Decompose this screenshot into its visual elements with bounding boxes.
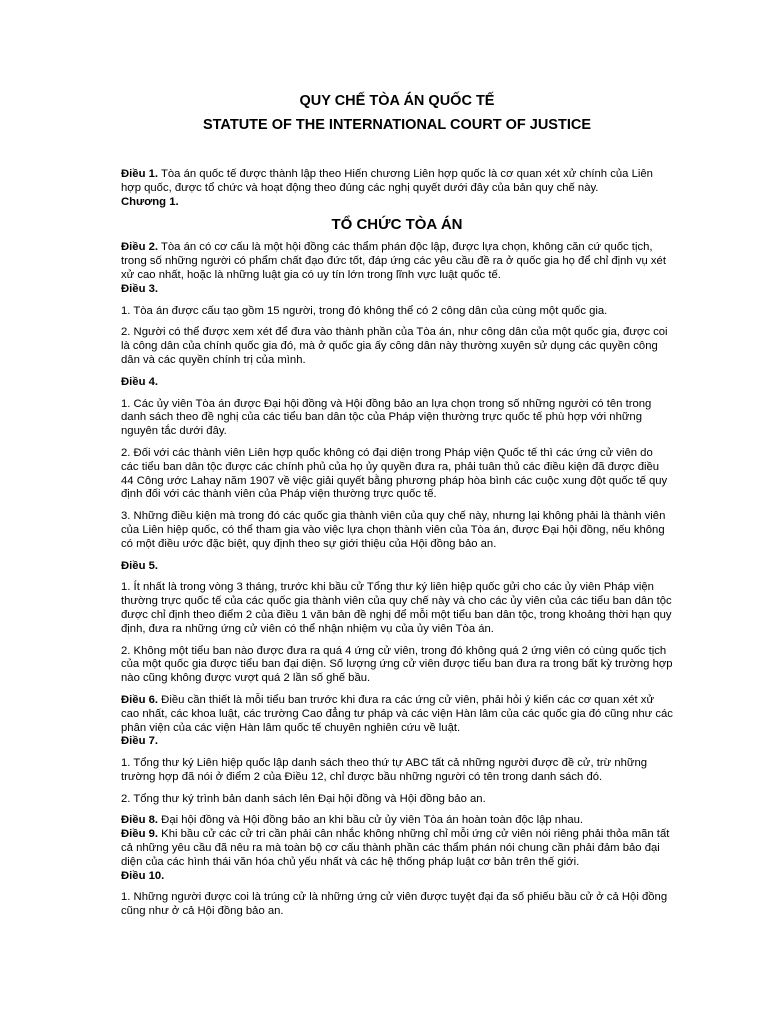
article-10-label: Điều 10. — [121, 869, 165, 882]
article-1-text: Tòa án quốc tế được thành lập theo Hiến chương Liên hợp quốc là cơ quan xét xử chính của Liên hợp quốc, được tổ chức và hoạt động theo đúng các nghị quyết dưới đây của bản quy chế này. — [121, 168, 653, 194]
article-6-paragraph — [121, 694, 673, 735]
articles-8-9 — [121, 814, 673, 883]
article-1-paragraph — [121, 168, 673, 196]
article-8-label: Điều 8. — [121, 814, 159, 827]
article-9-paragraph — [121, 828, 673, 869]
article-10-paragraph-1: 1. Những người được coi là trúng cử là những ứng cử viên được tuyệt đại đa số phiếu bầu cử ở cả Hội đồng cũng như ở cả Hội đồng bảo an. — [121, 891, 668, 918]
article-1-label: Điều 1. — [121, 168, 159, 180]
article-7-paragraph-2: 2. Tổng thư ký trình bản danh sách lên Đại hội đồng và Hội đồng bảo an. — [121, 792, 486, 805]
article-5-label: Điều 5. — [121, 559, 159, 572]
article-2 — [121, 241, 673, 296]
article-4-label: Điều 4. — [121, 375, 159, 388]
article-6-text: Điều cần thiết là mỗi tiểu ban trước khi đưa ra các ứng cử viên, phải hỏi ý kiến các cơ quan xét xử cao nhất, các khoa luật, các trường Cao đẳng tư pháp và các viện Hàn lâm của các quốc gia đó cũng như các phân viện của các viện Hàn lâm quốc tế chuyên nghiên cứu về luật. — [121, 693, 673, 734]
article-2-label: Điều 2. — [121, 241, 159, 254]
article-2-paragraph — [121, 241, 673, 282]
article-6-label: Điều 6. — [121, 693, 159, 706]
article-4-paragraph-1: 1. Các ủy viên Tòa án được Đại hội đồng và Hội đồng bảo an lựa chọn trong số những người có tên trong danh sách theo đề nghị của các tiểu ban dân tộc của Pháp viện thường trực quốc tế phù hợp với những nguyên tắc dưới đây. — [121, 397, 652, 438]
article-4-paragraph-3: 3. Những điều kiện mà trong đó các quốc gia thành viên của quy chế này, nhưng lại không phải là thành viên của Liên hiệp quốc, có thể tham gia vào việc lựa chọn thành viên của Tòa án, được Đại hội đồng, nếu không có một điều ước đặc biệt, quy định theo sự giới thiệu của Hội đồng bảo an. — [121, 510, 666, 550]
article-7-label: Điều 7. — [121, 735, 159, 748]
document-title-english: STATUTE OF THE INTERNATIONAL COURT OF JUSTICE — [202, 117, 591, 133]
article-2-text: Tòa án có cơ cấu là một hội đồng các thẩm phán độc lập, được lựa chọn, không căn cứ quốc tịch, trong số những người có phẩm chất đạo đức tốt, đáp ứng các yêu cầu đề ra ở quốc gia họ để chỉ định vụ xét xử cao nhất, hoặc là những luật gia có uy tín lớn trong lĩnh vực luật quốc tế. — [121, 241, 666, 281]
article-9-text: Khi bầu cử các cử tri cần phải cân nhắc không những chỉ mỗi ứng cử viên nói riêng phải thỏa mãn tất cả những yêu cầu đã nêu ra mà toàn bộ cơ cấu thành phần các thẩm phán nói chung cần phải đảm bảo đại diện của các hình thái văn hóa chủ yếu nhất và các hệ thống pháp luật cơ bản trên thế giới. — [121, 828, 670, 868]
article-3-paragraph-2: 2. Người có thể được xem xét để đưa vào thành phần của Tòa án, như công dân của một quốc gia, được coi là công dân của chính quốc gia đó, mà ở quốc gia ấy công dân này thường xuyên sử dụng các quyền công dân và các quyền chính trị của mình. — [121, 326, 668, 366]
chapter-1-label: Chương 1. — [121, 195, 179, 208]
document-title-vietnamese: QUY CHẾ TÒA ÁN QUỐC TẾ — [299, 93, 495, 109]
article-9-label: Điều 9. — [121, 828, 159, 841]
article-5-paragraph-1: 1. Ít nhất là trong vòng 3 tháng, trước khi bầu cử Tổng thư ký liên hiệp quốc gửi cho các ủy viên Pháp viện thường trực quốc tế của các quốc gia thành viên của quy chế này và cho các ủy viên của các tiểu ban dân tộc được chỉ định theo điểm 2 của điều 1 văn bản đề nghị để mỗi một tiểu ban dân tộc, trong khoảng thời hạn quy định, đưa ra những ứng cử viên có thể nhận nhiệm vụ của ủy viên Tòa án. — [121, 581, 672, 635]
article-3-paragraph-1: 1. Tòa án được cấu tạo gồm 15 người, trong đó không thể có 2 công dân của cùng một quốc gia. — [121, 304, 608, 317]
article-8-paragraph — [121, 814, 673, 828]
article-8-text: Đại hội đồng và Hội đồng bảo an khi bầu cử ủy viên Tòa án hoàn toàn độc lập nhau. — [158, 814, 584, 827]
article-6 — [121, 694, 673, 749]
chapter-1-heading: TỔ CHỨC TÒA ÁN — [331, 216, 463, 234]
article-1 — [121, 168, 673, 209]
article-5-paragraph-2: 2. Không một tiểu ban nào được đưa ra quá 4 ứng cử viên, trong đó không quá 2 ứng viên có cùng quốc tịch của một quốc gia được tiểu ban đại diện. Số lượng ứng cử viên được tiểu ban đưa ra trong bất kỳ trường hợp nào cũng không được vượt quá 2 lần số ghế bầu. — [121, 644, 673, 685]
article-7-paragraph-1: 1. Tổng thư ký Liên hiệp quốc lập danh sách theo thứ tự ABC tất cả những người được đề cử, trừ những trường hợp đã nói ở điểm 2 của Điều 12, chỉ được bầu những người có tên trong danh sách đó. — [121, 757, 648, 783]
article-4-paragraph-2: 2. Đối với các thành viên Liên hợp quốc không có đại diện trong Pháp viện Quốc tế thì các ứng cử viên do các tiểu ban dân tộc được các chính phủ của họ ủy quyền đưa ra, phải tuân thủ các điều kiện đã được điều 44 Công ước Lahay năm 1907 về việc giải quyết bằng phương pháp hòa bình các cuộc xung đột quốc tế quy định đối với các thành viên của Pháp viện thường trực quốc tế. — [121, 446, 668, 501]
article-3-label: Điều 3. — [121, 282, 159, 295]
document-page — [121, 92, 673, 919]
